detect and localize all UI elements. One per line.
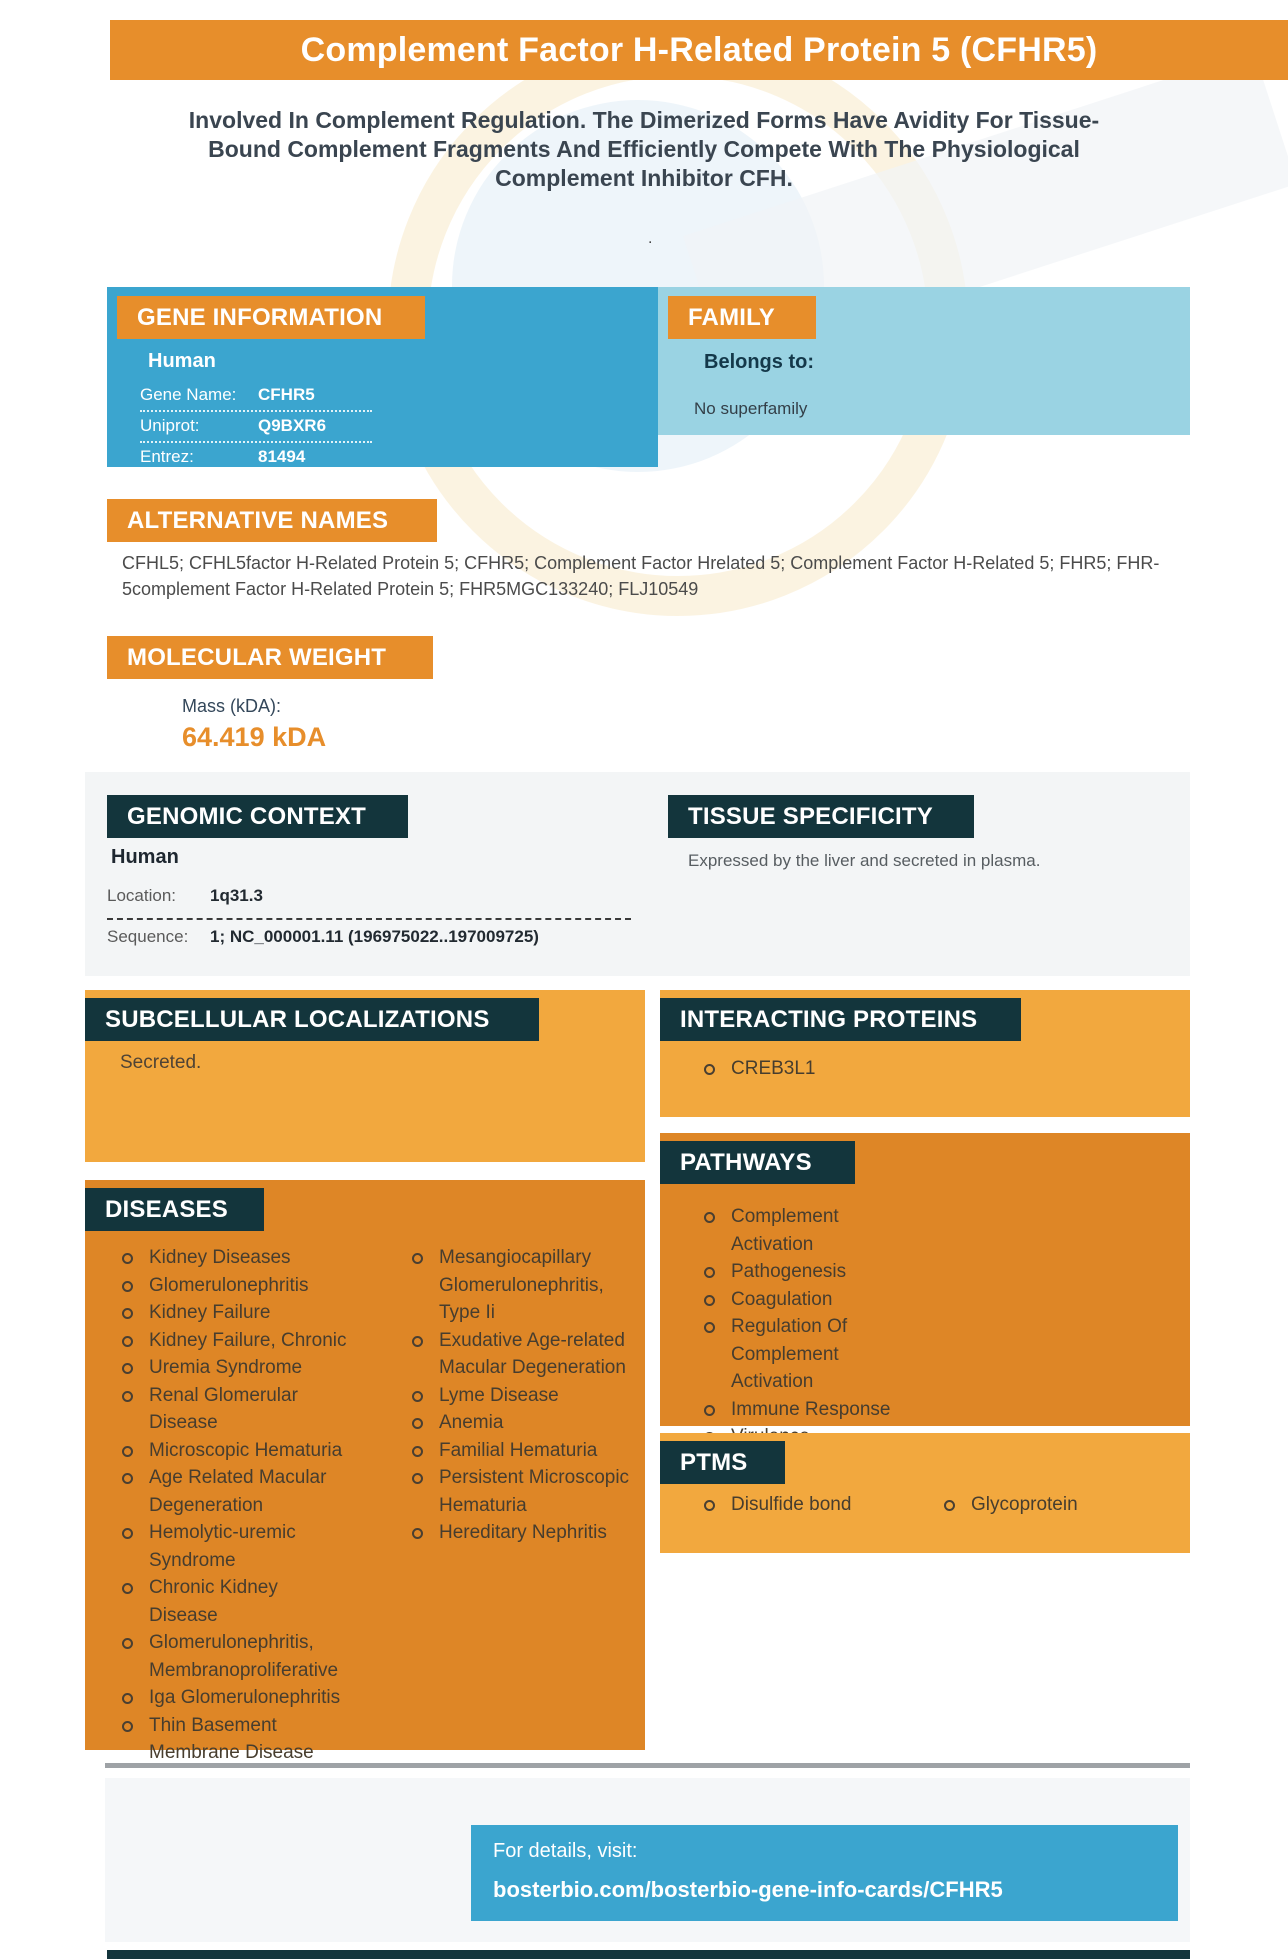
disease-item: Iga Glomerulonephritis	[118, 1684, 347, 1712]
gene-species-label: Human	[148, 350, 216, 372]
disease-item: Microscopic Hematuria	[118, 1437, 347, 1465]
ptms-header: PTMS	[660, 1441, 785, 1484]
pathway-item: Immune Response	[700, 1396, 921, 1424]
interacting-proteins-panel	[660, 990, 1190, 1117]
gene-info-rows	[140, 381, 372, 472]
family-header: FAMILY	[668, 296, 816, 339]
disease-item: Hemolytic-uremic Syndrome	[118, 1519, 347, 1574]
gene-info-row	[140, 443, 372, 472]
disease-item: Familial Hematuria	[408, 1437, 639, 1465]
pathway-item: Coagulation	[700, 1286, 921, 1314]
disease-item: Thin Basement Membrane Disease	[118, 1712, 347, 1767]
gene-info-row-label: Gene Name:	[140, 385, 237, 404]
disease-item: Renal Glomerular Disease	[118, 1382, 347, 1437]
ptm-item: Disulfide bond	[700, 1491, 940, 1519]
gene-info-row-value: Q9BXR6	[258, 416, 327, 435]
interacting-proteins-list	[700, 1055, 1100, 1083]
gene-info-row-value: CFHR5	[258, 385, 315, 404]
pathways-list	[700, 1203, 921, 1451]
ptms-list	[700, 1491, 1180, 1519]
disease-item: Exudative Age-related Macular Degeneration	[408, 1327, 639, 1382]
mass-label: Mass (kDA):	[182, 696, 281, 716]
disease-item: Kidney Failure, Chronic	[118, 1327, 347, 1355]
bottom-accent-bar	[107, 1950, 1190, 1959]
disease-item: Persistent Microscopic Hematuria	[408, 1464, 639, 1519]
pathway-item: Pathogenesis	[700, 1258, 921, 1286]
gene-info-row-label: Entrez:	[140, 447, 194, 466]
interacting-protein-item: CREB3L1	[700, 1055, 1100, 1083]
disease-item: Glomerulonephritis, Membranoproliferative	[118, 1629, 347, 1684]
ptm-item: Glycoprotein	[940, 1491, 1180, 1519]
footer-divider	[105, 1763, 1190, 1768]
pathway-item: Complement Activation	[700, 1203, 921, 1258]
disease-item: Age Related Macular Degeneration	[118, 1464, 347, 1519]
tissue-specificity-text: Expressed by the liver and secreted in plasma.	[688, 851, 1041, 870]
sequence-row	[107, 927, 631, 947]
mass-value: 64.419 kDA	[182, 722, 327, 752]
gene-information-header: GENE INFORMATION	[117, 296, 425, 339]
disease-item: Glomerulonephritis	[118, 1272, 347, 1300]
subcellular-localizations-text: Secreted.	[120, 1052, 202, 1073]
gene-info-row-value: 81494	[258, 447, 306, 466]
protein-description: Involved In Complement Regulation. The Dimerized Forms Have Avidity For Tissue-Bound Complement Fragments And Efficiently Compete With The Physiological Complement Inhibitor CFH.	[188, 107, 1100, 191]
pathway-item: Regulation Of Complement Activation	[700, 1313, 921, 1396]
location-value: 1q31.3	[210, 886, 263, 905]
sequence-value: 1; NC_000001.11 (196975022..197009725)	[210, 927, 539, 946]
disease-item: Kidney Diseases	[118, 1244, 347, 1272]
diseases-header: DISEASES	[85, 1188, 264, 1231]
gene-information-panel	[107, 287, 658, 467]
disease-item: Uremia Syndrome	[118, 1354, 347, 1382]
disease-item: Mesangiocapillary Glomerulonephritis, Type Ii	[408, 1244, 639, 1327]
location-row	[107, 886, 631, 920]
footer-details-box	[471, 1825, 1178, 1921]
footer-visit-label: For details, visit:	[493, 1840, 638, 1862]
disease-item: Lyme Disease	[408, 1382, 639, 1410]
genomic-species-label: Human	[111, 846, 179, 868]
alternative-names-header: ALTERNATIVE NAMES	[107, 499, 437, 542]
alternative-names-text: CFHL5; CFHL5factor H-Related Protein 5; CFHR5; Complement Factor Hrelated 5; Complement Factor H-Related 5; FHR5; FHR-5complement Factor H-Related Protein 5; FHR5MGC133240; FLJ10549	[122, 553, 1160, 599]
ptms-panel	[660, 1433, 1190, 1553]
molecular-weight-header: MOLECULAR WEIGHT	[107, 636, 433, 679]
location-label: Location:	[107, 886, 176, 905]
title-banner	[110, 20, 1288, 80]
pathways-header: PATHWAYS	[660, 1141, 855, 1184]
belongs-to-label: Belongs to:	[704, 351, 814, 373]
disease-item: Hereditary Nephritis	[408, 1519, 639, 1547]
gene-info-row	[140, 412, 372, 443]
subcellular-localizations-panel	[85, 990, 645, 1162]
page-title: Complement Factor H-Related Protein 5 (CFHR5)	[300, 30, 1098, 69]
diseases-panel	[85, 1180, 645, 1763]
interacting-proteins-header: INTERACTING PROTEINS	[660, 998, 1021, 1041]
tissue-specificity-header: TISSUE SPECIFICITY	[668, 795, 974, 838]
family-value: No superfamily	[694, 399, 808, 418]
diseases-column-1	[118, 1244, 347, 1767]
subcellular-localizations-header: SUBCELLULAR LOCALIZATIONS	[85, 998, 539, 1041]
footer-url-link[interactable]: bosterbio.com/bosterbio-gene-info-cards/CFHR5	[493, 1877, 1003, 1902]
disease-item: Kidney Failure	[118, 1299, 347, 1327]
diseases-column-2	[408, 1244, 639, 1547]
stray-period: .	[648, 230, 653, 247]
sequence-label: Sequence:	[107, 927, 189, 946]
genomic-context-header: GENOMIC CONTEXT	[107, 795, 408, 838]
gene-info-row-label: Uniprot:	[140, 416, 200, 435]
family-panel	[658, 287, 1190, 435]
disease-item: Chronic Kidney Disease	[118, 1574, 347, 1629]
disease-item: Anemia	[408, 1409, 639, 1437]
gene-info-row	[140, 381, 372, 412]
pathways-panel	[660, 1133, 1190, 1426]
